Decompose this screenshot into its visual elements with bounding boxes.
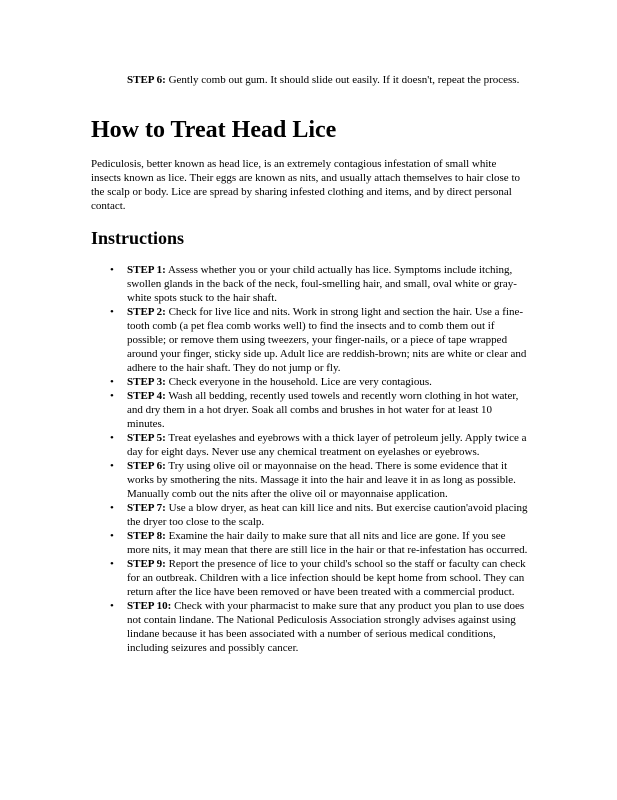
step-label: STEP 10:: [127, 600, 172, 612]
page-title: How to Treat Head Lice: [91, 117, 337, 143]
step-label: STEP 5:: [127, 432, 166, 444]
step-label: STEP 4:: [127, 390, 166, 402]
bullet-icon: •: [110, 376, 114, 388]
step-item-8: [110, 529, 530, 557]
step-label: STEP 2:: [127, 306, 166, 318]
step-label: STEP 6:: [127, 460, 166, 472]
step-label: STEP 3:: [127, 376, 166, 388]
step-text: Check everyone in the household. Lice are very contagious.: [165, 376, 432, 388]
bullet-icon: •: [110, 390, 114, 402]
step-text: Try using olive oil or mayonnaise on the head. There is some evidence that it works by smothering the nits. Massage it into the hair and leave it in as long as possible. Manually comb out the nits after the olive oil or mayonnaise application.: [127, 460, 516, 500]
bullet-icon: •: [110, 432, 114, 444]
step-text: Report the presence of lice to your child's school so the staff or faculty can check for an outbreak. Children with a lice infection should be kept home from school. They can return after the lice have been removed or have been treated with a commercial product.: [127, 558, 526, 598]
step-item-5: [110, 431, 530, 459]
step-text: Assess whether you or your child actually has lice. Symptoms include itching, swollen glands in the back of the neck, foul-smelling hair, and small, oval white or gray-white spots stuck to the hair shaft.: [127, 264, 517, 304]
step-text: Check for live lice and nits. Work in strong light and section the hair. Use a fine-tooth comb (a pet flea comb works well) to find the insects and to comb them out if possible; or remove them using tweezers, your finger-nails, or a piece of tape wrapped around your finger, sticky side up. Adult lice are reddish-brown; nits are white or clear and adhere to the hair shaft. They do not jump or fly.: [127, 306, 527, 374]
bullet-icon: •: [110, 306, 114, 318]
intro-step-text: Gently comb out gum. It should slide out easily. If it doesn't, repeat the process.: [165, 74, 520, 86]
step-item-6: [110, 459, 530, 501]
intro-step-label: STEP 6:: [127, 74, 166, 86]
bullet-icon: •: [110, 264, 114, 276]
steps-list: [110, 263, 530, 655]
bullet-icon: •: [110, 530, 114, 542]
intro-step-paragraph: [127, 73, 527, 87]
step-label: STEP 7:: [127, 502, 166, 514]
intro-paragraph: Pediculosis, better known as head lice, is an extremely contagious infestation of small white insects known as lice. Their eggs are known as nits, and usually attach themselves to hair close to the scalp or body. Lice are spread by sharing infested clothing and items, and by direct personal contact.: [91, 158, 520, 212]
bullet-icon: •: [110, 558, 114, 570]
bullet-icon: •: [110, 600, 114, 612]
step-label: STEP 9:: [127, 558, 166, 570]
instructions-heading: Instructions: [91, 228, 185, 248]
step-item-2: [110, 305, 530, 375]
step-text: Use a blow dryer, as heat can kill lice and nits. But exercise caution'avoid placing the dryer too close to the scalp.: [127, 502, 528, 528]
step-label: STEP 8:: [127, 530, 166, 542]
step-text: Check with your pharmacist to make sure that any product you plan to use does not contain lindane. The National Pediculosis Association strongly advises against using lindane because it has been associated with a number of serious medical conditions, including seizures and possibly cancer.: [127, 600, 525, 654]
step-item-7: [110, 501, 530, 529]
step-item-1: [110, 263, 530, 305]
step-item-10: [110, 599, 530, 655]
step-item-4: [110, 389, 530, 431]
step-text: Wash all bedding, recently used towels and recently worn clothing in hot water, and dry them in a hot dryer. Soak all combs and brushes in hot water for at least 10 minutes.: [127, 390, 519, 430]
step-item-3: [110, 375, 530, 389]
step-item-9: [110, 557, 530, 599]
step-text: Treat eyelashes and eyebrows with a thick layer of petroleum jelly. Apply twice a day for eight days. Never use any chemical treatment on eyelashes or eyebrows.: [127, 432, 527, 458]
bullet-icon: •: [110, 460, 114, 472]
step-text: Examine the hair daily to make sure that all nits and lice are gone. If you see more nits, it may mean that there are still lice in the hair or that re-infestation has occurred.: [127, 530, 528, 556]
step-label: STEP 1:: [127, 264, 166, 276]
bullet-icon: •: [110, 502, 114, 514]
